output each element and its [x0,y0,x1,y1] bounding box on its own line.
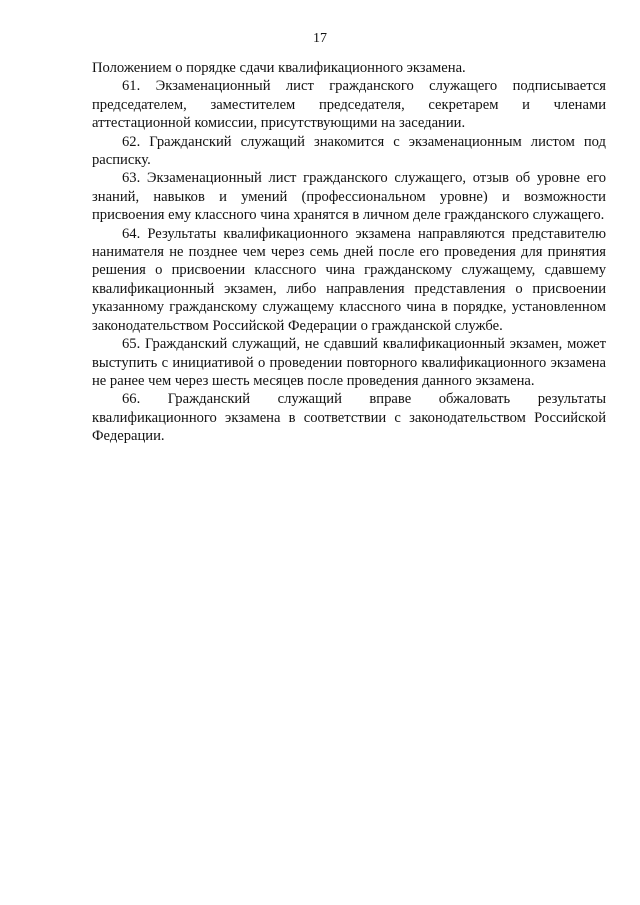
paragraph-64: 64. Результаты квалификационного экзамена направляются представителю нанимателя не позднее чем через семь дней после его проведения для принятия решения о присвоении классного чина гражданскому служащему, сдавшему квалификационный экзамен, либо направления представления о присвоении указанному гражданскому служащему классного чина в порядке, установленном законодательством Российской Федерации о гражданской службе. [92,225,606,334]
document-body [92,59,606,446]
paragraph-62: 62. Гражданский служащий знакомится с экзаменационным листом под расписку. [92,133,606,169]
page-number: 17 [313,31,327,46]
paragraph-continuation: Положением о порядке сдачи квалификационного экзамена. [92,60,466,76]
paragraph-65: 65. Гражданский служащий, не сдавший квалификационный экзамен, может выступить с инициативой о проведении повторного квалификационного экзамена не ранее чем через шесть месяцев после проведения данного экзамена. [92,336,606,389]
paragraph-61: 61. Экзаменационный лист гражданского служащего подписывается председателем, заместителем председателя, секретарем и членами аттестационной комиссии, присутствующими на заседании. [92,78,606,132]
paragraph-66: 66. Гражданский служащий вправе обжаловать результаты квалификационного экзамена в соответствии с законодательством Российской Федерации. [92,391,606,445]
paragraph-63: 63. Экзаменационный лист гражданского служащего, отзыв об уровне его знаний, навыков и умений (профессиональном уровне) и возможности присвоения ему классного чина хранятся в личном деле гражданского служащего. [92,170,606,224]
